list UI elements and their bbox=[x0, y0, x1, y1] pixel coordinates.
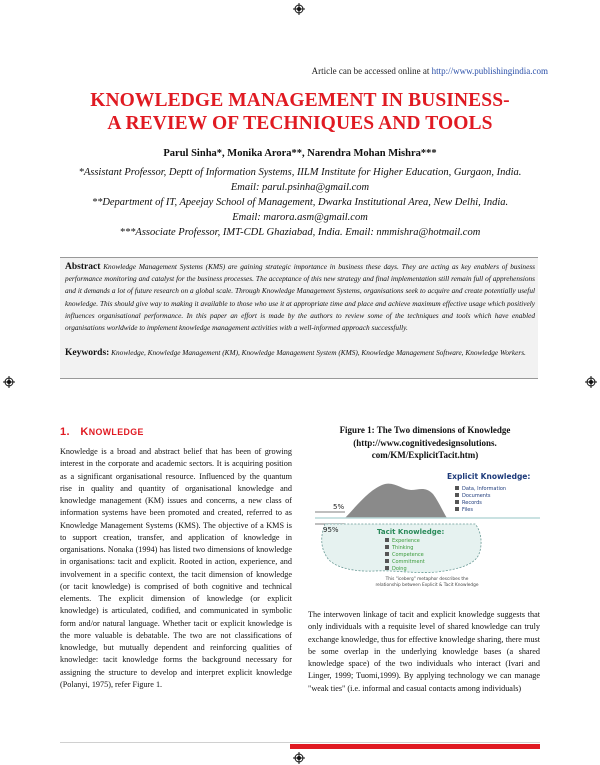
tacit-bullet-icon bbox=[385, 552, 389, 556]
section-title-rest: NOWLEDGE bbox=[88, 427, 144, 437]
registration-mark-left-icon bbox=[3, 376, 15, 388]
access-line bbox=[312, 66, 548, 76]
explicit-tip-shape bbox=[345, 484, 447, 518]
figure-caption bbox=[310, 424, 540, 462]
caption-line-3: com/KM/ExplicitTacit.htm) bbox=[371, 450, 479, 460]
caption-line-1: Figure 1: The Two dimensions of Knowledge bbox=[339, 425, 511, 435]
affiliation-line: *Assistant Professor, Deptt of Information Systems, IILM Institute for Higher Education, Gurgaon, India. bbox=[78, 167, 522, 178]
explicit-item: Data, Information bbox=[462, 486, 507, 492]
tacit-bullet-icon bbox=[385, 566, 389, 570]
registration-mark-right-icon bbox=[585, 376, 597, 388]
email-line: Email: parul.psinha@gmail.com bbox=[230, 182, 370, 193]
section-heading bbox=[60, 426, 144, 438]
access-text: Article can be accessed online at bbox=[311, 66, 432, 76]
figure-footnote-2: relationship between Explicit & Tacit Knowledge bbox=[375, 583, 479, 588]
abstract-label: Abstract bbox=[65, 262, 101, 272]
explicit-item: Files bbox=[462, 507, 473, 513]
paper-title bbox=[0, 89, 600, 135]
tacit-item: Competence bbox=[392, 552, 424, 558]
keywords-text: Knowledge, Knowledge Management (KM), Knowledge Management System (KMS), Knowledge Management Software, Knowledge Workers. bbox=[111, 348, 526, 357]
title-line-2: A REVIEW OF TECHNIQUES AND TOOLS bbox=[107, 113, 493, 134]
figure-footnote-1: This "iceberg" metaphor describes the bbox=[385, 577, 469, 582]
explicit-item: Records bbox=[462, 500, 482, 506]
tacit-bullet-icon bbox=[385, 538, 389, 542]
abstract bbox=[65, 261, 535, 334]
tacit-item: Experience bbox=[392, 538, 420, 544]
explicit-bullet-icon bbox=[455, 486, 459, 490]
tacit-title: Tacit Knowledge: bbox=[377, 528, 445, 536]
access-link[interactable]: http://www.publishingindia.com bbox=[431, 66, 548, 76]
title-line-1: KNOWLEDGE MANAGEMENT IN BUSINESS- bbox=[90, 90, 510, 111]
tacit-bullet-icon bbox=[385, 545, 389, 549]
keywords bbox=[65, 347, 535, 359]
tacit-bullet-icon bbox=[385, 559, 389, 563]
right-column-text: The interwoven linkage of tacit and explicit knowledge suggests that only individuals with a requisite level of shared knowledge can truly exchange knowledge, thus for effective knowledge sharing, there must be some overlap in the underlying knowledge bases (a shared knowledge space) of the two individuals who interact (Ivari and Linger, 1999; Tuomi,1999). By applying technology we can manage "weak ties" (i.e. informal and casual contacts among individuals) bbox=[308, 610, 540, 693]
pct-tacit: 95% bbox=[323, 526, 339, 534]
affiliation-line: ***Associate Professor, IMT-CDL Ghaziabad, India. Email: nmmishra@hotmail.com bbox=[119, 227, 481, 238]
explicit-bullet-icon bbox=[455, 493, 459, 497]
section-number: 1. bbox=[60, 426, 70, 438]
section-title-initial: K bbox=[80, 426, 89, 438]
tacit-item: Commitment bbox=[392, 559, 425, 565]
left-column-text: Knowledge is a broad and abstract belief that has been of growing interest in the corporate and academic sectors. It is acquiring position as a significant organisational resource. Influenced by the quantum rise in quality and quantity of organisational knowledge and knowledge management (KM) issues and concerns, a new class of information systems have been promoted and created, referred to as Knowledge Management Systems (KMS). The objective of a KMS is to support creation, transfer, and application of knowledge in organisations. Nonaka (1994) has listed two dimensions of knowledge in organisations: tacit and explicit. Rooted in action, experience, and involvement in a specific context, the tacit dimension of knowledge (or tacit knowledge) is comprised of both cognitive and technical elements. The explicit dimension of knowledge (or explicit knowledge) is articulated, codified, and communicated in symbolic form and/or natural language. Whether tacit or explicit knowledge is the more valuable is debatable. The two are not classifications of knowledge, but mutually dependent and reinforcing qualities of knowledge: tacit knowledge forms the background necessary for assigning the structure to develop and interpret explicit knowledge (Polanyi, 1975), refer Figure 1. bbox=[60, 447, 292, 689]
authors: Parul Sinha*, Monika Arora**, Narendra Mohan Mishra*** bbox=[163, 148, 437, 159]
footer-rule bbox=[60, 742, 540, 743]
affiliations bbox=[40, 165, 560, 240]
pct-explicit: 5% bbox=[333, 503, 345, 511]
registration-mark-bottom-icon bbox=[293, 752, 305, 764]
tacit-item: Doing bbox=[392, 566, 407, 572]
footer-red-bar bbox=[290, 744, 540, 749]
abstract-text: Knowledge Management Systems (KMS) are gaining strategic importance in business these days. They are acting as key enablers of business performance monitoring and catalyst for the business processes. The acceptance of this new strategy and final implementation still remain full of apprehensions and it demands a lot of future research on a global scale. Through Knowledge Management Systems, organisations seek to acquire and create potentially useful knowledge. This should give way to making it available to those who use it at appropriate time and place and achieve maximum effective usage which positively influences organisational performance. In this paper an effort is made by the authors to review some of the techniques and tools which have enabled organisations worldwide to implement knowledge management activities with a well-informed approach successfully. bbox=[65, 262, 535, 333]
keywords-label: Keywords: bbox=[65, 348, 110, 358]
explicit-bullet-icon bbox=[455, 507, 459, 511]
registration-mark-top-icon bbox=[293, 3, 305, 15]
email-line: Email: marora.asm@gmail.com bbox=[232, 212, 368, 223]
explicit-bullet-icon bbox=[455, 500, 459, 504]
tacit-item: Thinking bbox=[392, 545, 414, 551]
iceberg-figure bbox=[315, 468, 540, 588]
explicit-item: Documents bbox=[462, 493, 491, 499]
caption-line-2: (http://www.cognitivedesignsolutions. bbox=[353, 437, 497, 448]
affiliation-line: **Department of IT, Apeejay School of Management, Dwarka Institutional Area, New Delhi, India. bbox=[91, 197, 509, 208]
explicit-title: Explicit Knowledge: bbox=[447, 472, 531, 481]
